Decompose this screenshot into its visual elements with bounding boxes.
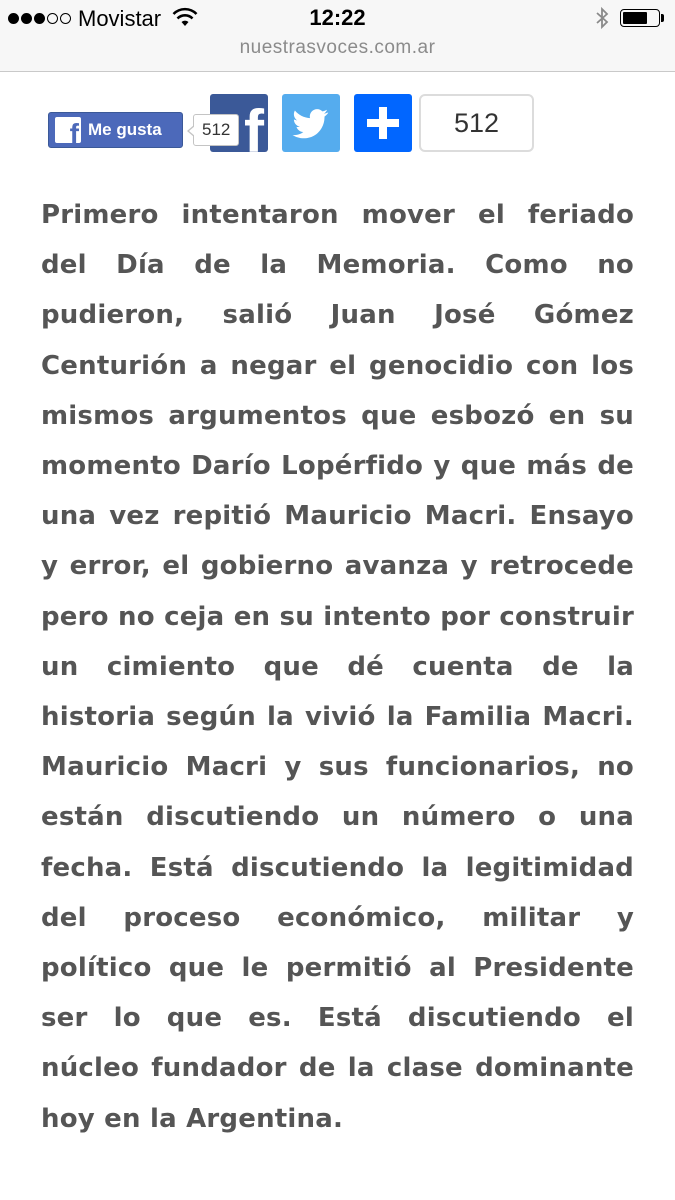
article-body xyxy=(41,190,634,1144)
share-count: 512 xyxy=(419,94,534,152)
facebook-icon: f xyxy=(55,117,81,143)
like-label: Me gusta xyxy=(88,120,162,139)
status-bar xyxy=(0,0,675,36)
browser-chrome xyxy=(0,0,675,72)
facebook-icon: f xyxy=(244,98,264,152)
twitter-share-button[interactable] xyxy=(282,94,340,152)
battery-icon xyxy=(620,9,660,27)
twitter-icon xyxy=(282,94,340,152)
facebook-like-button[interactable] xyxy=(48,112,183,148)
url-bar[interactable]: nuestrasvoces.com.ar xyxy=(239,37,436,58)
like-count: 512 xyxy=(193,114,239,146)
plus-icon xyxy=(354,94,412,152)
share-bar xyxy=(0,90,675,156)
carrier-name: Movistar xyxy=(78,6,162,31)
more-share-button[interactable] xyxy=(354,94,412,152)
bluetooth-icon xyxy=(594,6,610,30)
clock: 12:22 xyxy=(309,5,366,30)
battery-tip xyxy=(661,14,664,22)
article-paragraph: Primero intentaron mover el feriado del Día de la Memoria. Como no pudieron, salió Juan José Gómez Centurión a negar el genocidio con los mismos argumentos que esbozó en su momento Darío Lopérfido y que más de una vez repitió Mauricio Macri. Ensayo y error, el gobierno avanza y retrocede pero no ceja en su intento por construir un cimiento que dé cuenta de la historia según la vivió la Familia Macri. Mauricio Macri y sus funcionarios, no están discutiendo un número o una fecha. Está discutiendo la legitimidad del proceso económico, militar y político que le permitió al Presidente ser lo que es. Está discutiendo el núcleo fundador de la clase dominante hoy en la Argentina. xyxy=(41,200,634,1134)
